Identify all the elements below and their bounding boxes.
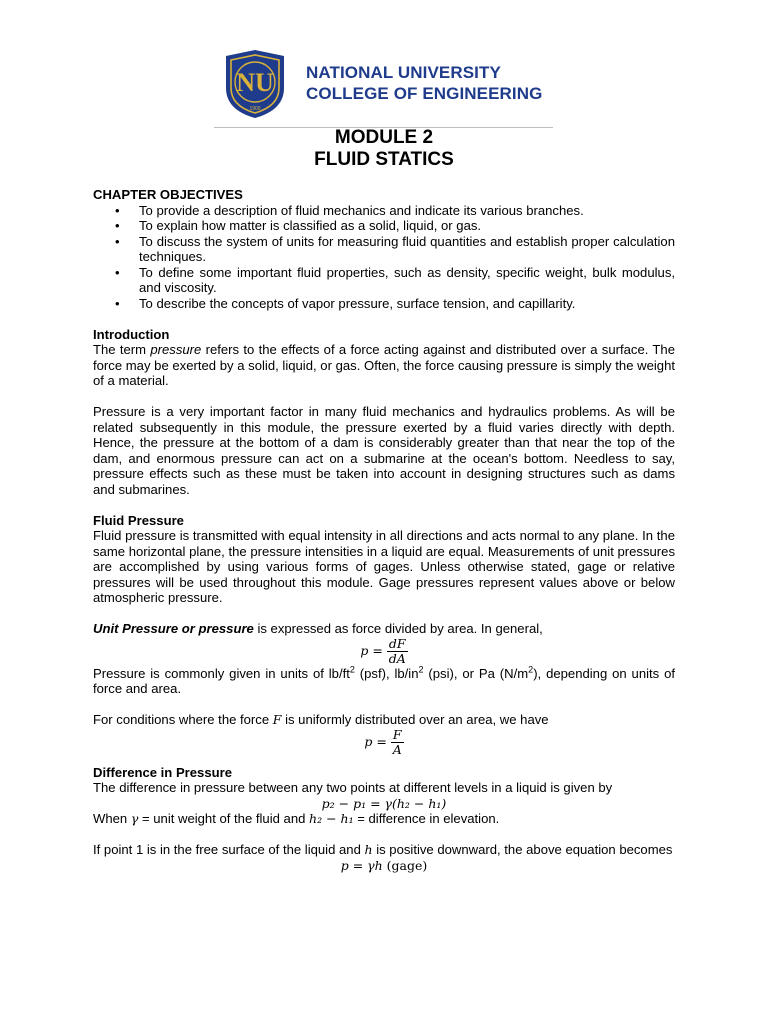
module-number: MODULE 2: [334, 127, 434, 148]
introduction-paragraph-1: The term pressure refers to the effects of a force acting against and distributed over a surface. The force may be exerted by a solid, liquid, or gas. Often, the force causing pressure is simply the weight of a material.: [93, 342, 675, 388]
college-line: COLLEGE OF ENGINEERING: [306, 84, 543, 103]
introduction-heading: Introduction: [93, 326, 170, 342]
module-topic: FLUID STATICS: [314, 149, 454, 170]
seal-letters: NU: [236, 68, 274, 97]
university-seal-icon: [222, 48, 288, 120]
objectives-list: [93, 203, 675, 312]
module-title: [0, 127, 768, 171]
difference-paragraph: The difference in pressure between any two points at different levels in a liquid is given by: [93, 780, 613, 795]
list-item: • To provide a description of fluid mechanics and indicate its various branches.: [115, 202, 584, 218]
uniform-force-paragraph: For conditions where the force F is uniformly distributed over an area, we have: [93, 712, 549, 727]
bullet-icon: •: [115, 233, 120, 249]
objectives-heading: CHAPTER OBJECTIVES: [93, 187, 243, 202]
equation-pressure-differential: p = $\frac{dF}{dA}$: [360, 635, 406, 666]
unit-pressure-definition: Unit Pressure or pressure is expressed as force divided by area. In general,: [93, 621, 543, 636]
introduction-paragraph-2: Pressure is a very important factor in many fluid mechanics and hydraulics problems. As will be related subsequently in this module, the pressure exerted by a fluid varies directly with depth. Hence, the pressure at the bottom of a dam is considerably greater than that near the top of the dam, and enormous pressure can act on a submarine at the ocean's bottom. Needless to say, pressure effects such as these must be taken into account in designing structures such as dams and submarines.: [93, 404, 675, 497]
difference-heading: Difference in Pressure: [93, 764, 232, 780]
list-item: • To describe the concepts of vapor pressure, surface tension, and capillarity.: [115, 295, 576, 311]
header: [222, 48, 562, 120]
equation-pressure-difference: p₂ − p₁ = γ(h₂ − h₁): [321, 795, 447, 811]
free-surface-paragraph: If point 1 is in the free surface of the liquid and h is positive downward, the above equation becomes: [93, 842, 673, 857]
document-body: [93, 187, 675, 873]
university-name: [306, 62, 542, 104]
list-item: • To explain how matter is classified as a solid, liquid, or gas.: [115, 218, 482, 233]
bullet-icon: •: [115, 264, 120, 280]
bullet-icon: •: [115, 295, 120, 311]
equation-pressure-uniform: p = $\frac{F}{A}$: [364, 726, 402, 757]
list-item: • To define some important fluid properties, such as density, specific weight, bulk modulus, and viscosity.: [115, 264, 675, 295]
pressure-units-paragraph: Pressure is commonly given in units of $lb/ft^2$ (psf), $lb/in^2$ (psi), or Pa $(N/m^2)$, depending on units of force and area.: [93, 664, 676, 696]
equation-gage-pressure: p = γh (gage): [340, 857, 428, 873]
seal-year: 1900: [249, 106, 261, 112]
university-line: NATIONAL UNIVERSITY: [306, 63, 501, 82]
bullet-icon: •: [115, 218, 120, 233]
list-item: • To discuss the system of units for measuring fluid quantities and establish proper calculation techniques.: [115, 233, 675, 264]
fluid-pressure-heading: Fluid Pressure: [93, 512, 184, 528]
difference-definitions: When γ = unit weight of the fluid and h₂ − h₁ = difference in elevation.: [93, 811, 500, 826]
fluid-pressure-paragraph: Fluid pressure is transmitted with equal intensity in all directions and acts normal to any plane. In the same horizontal plane, the pressure intensities in a liquid are equal. Measurements of unit pressures are accomplished by using various forms of gages. Unless otherwise stated, gage or relative pressures will be used throughout this module. Gage pressures represent values above or below atmospheric pressure.: [93, 528, 675, 605]
bullet-icon: •: [115, 202, 120, 218]
